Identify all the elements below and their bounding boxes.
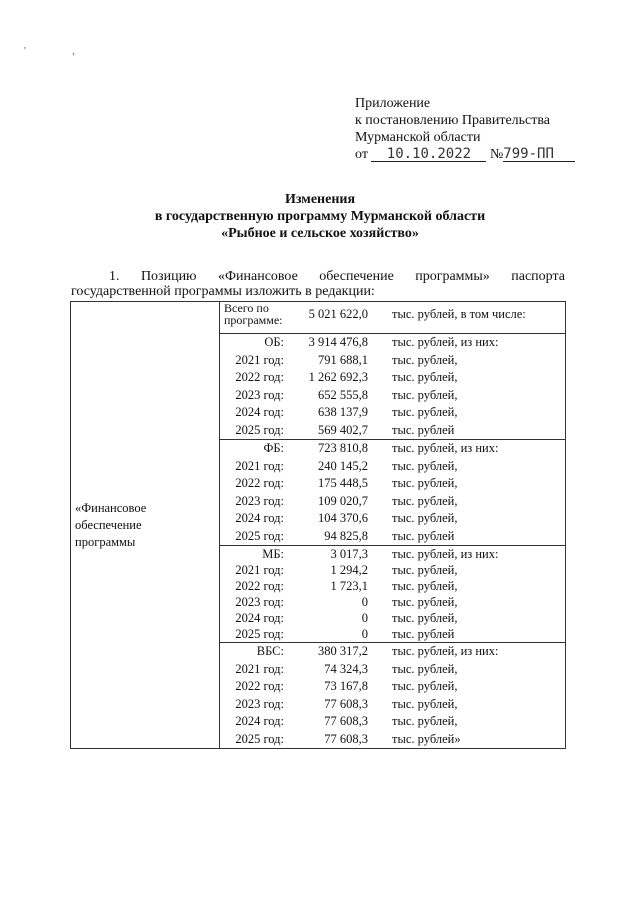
mb-year-row: [220, 610, 565, 626]
mb-label: 2021 год:: [235, 563, 284, 577]
vbs-label: ВБС:: [256, 644, 284, 658]
title-line-1: Изменения: [284, 192, 356, 207]
vbs-label: 2025 год:: [235, 731, 284, 746]
fb-label: 2022 год:: [235, 476, 284, 490]
financing-label-line: программы: [75, 534, 136, 549]
mb-unit: тыс. рублей,: [392, 611, 458, 625]
vbs-subtotal-row: [220, 643, 565, 661]
ob-block: [220, 334, 565, 440]
ob-year-row: [220, 387, 565, 405]
fb-block: [220, 440, 565, 546]
mb-unit: тыс. рублей,: [392, 579, 458, 593]
mb-value: 1 294,2: [330, 563, 368, 577]
ob-unit: тыс. рублей: [392, 422, 455, 437]
fb-label: 2024 год:: [235, 511, 284, 525]
ob-unit: тыс. рублей, из них:: [392, 335, 499, 349]
financing-label-cell: [71, 302, 220, 749]
title-line-2: в государственную программу Мурманской области: [154, 209, 486, 224]
ob-unit: тыс. рублей,: [392, 387, 458, 402]
ob-label: ОБ:: [264, 335, 284, 349]
ob-unit: тыс. рублей,: [392, 405, 458, 419]
ob-label: 2025 год:: [235, 422, 284, 437]
title-line-3: «Рыбное и сельское хозяйство»: [221, 226, 419, 241]
ob-label: 2021 год:: [235, 352, 284, 367]
ob-value: 791 688,1: [318, 352, 368, 367]
financing-label-line: обеспечение: [75, 517, 142, 532]
appendix-header: [355, 95, 575, 163]
vbs-unit: тыс. рублей,: [392, 661, 458, 676]
mb-unit: тыс. рублей, из них:: [392, 547, 499, 561]
vbs-year-row: [220, 713, 565, 731]
mb-value: 0: [361, 595, 368, 609]
total-label-line: Всего по: [224, 301, 269, 315]
mb-value: 1 723,1: [330, 579, 368, 593]
mb-unit: тыс. рублей,: [392, 595, 458, 609]
vbs-year-row: [220, 696, 565, 714]
vbs-value: 73 167,8: [324, 679, 368, 693]
vbs-value: 77 608,3: [324, 696, 368, 711]
vbs-label: 2021 год:: [235, 661, 284, 676]
vbs-value: 380 317,2: [318, 644, 368, 658]
financing-label-line: «Финансовое: [75, 500, 147, 515]
corner-scan-marks: ' ,: [24, 46, 97, 57]
fb-year-row: [220, 493, 565, 511]
vbs-year-row: [220, 731, 565, 749]
paragraph-number: 1.: [109, 269, 120, 284]
total-label: [220, 302, 288, 326]
ob-value: 638 137,9: [318, 405, 368, 419]
fb-value: 240 145,2: [318, 458, 368, 473]
ob-value: 1 262 692,3: [308, 370, 368, 384]
vbs-value: 77 608,3: [324, 731, 368, 746]
ob-unit: тыс. рублей,: [392, 352, 458, 367]
header-line-region: Мурманской области: [355, 130, 481, 145]
mb-label: 2023 год:: [235, 595, 284, 609]
vbs-label: 2022 год:: [235, 679, 284, 693]
vbs-unit: тыс. рублей,: [392, 696, 458, 711]
mb-subtotal-row: [220, 546, 565, 562]
fb-label: 2021 год:: [235, 458, 284, 473]
ob-label: 2022 год:: [235, 370, 284, 384]
ob-label: 2024 год:: [235, 405, 284, 419]
fb-value: 109 020,7: [318, 493, 368, 508]
paragraph-word: паспорта: [511, 269, 565, 284]
handwritten-date: 10.10.2022: [371, 147, 486, 162]
total-row: [220, 302, 565, 333]
ob-value: 3 914 476,8: [308, 335, 368, 349]
mb-label: МБ:: [262, 547, 284, 561]
mb-label: 2022 год:: [235, 579, 284, 593]
handwritten-number: 799-ПП: [503, 147, 575, 162]
fb-value: 94 825,8: [324, 528, 368, 543]
fb-subtotal-row: [220, 440, 565, 458]
total-label-line: программе:: [224, 313, 283, 327]
ob-unit: тыс. рублей,: [392, 370, 458, 384]
ob-year-row: [220, 369, 565, 387]
number-prefix: №: [489, 147, 504, 162]
header-date-number: [355, 146, 575, 163]
total-value: 5 021 622,0: [308, 307, 368, 321]
mb-label: 2024 год:: [235, 611, 284, 625]
mb-unit: тыс. рублей,: [392, 563, 458, 577]
ob-year-row: [220, 404, 565, 422]
vbs-value: 74 324,3: [324, 661, 368, 676]
vbs-unit: тыс. рублей»: [392, 731, 461, 746]
ob-value: 652 555,8: [318, 387, 368, 402]
vbs-year-row: [220, 678, 565, 696]
paragraph-word: «Финансовое: [217, 269, 298, 284]
mb-value: 3 017,3: [330, 547, 368, 561]
fb-value: 104 370,6: [318, 511, 368, 525]
fb-year-row: [220, 510, 565, 528]
mb-block: [220, 546, 565, 643]
fb-unit: тыс. рублей: [392, 528, 455, 543]
paragraph-word: обеспечение: [319, 269, 394, 284]
ob-value: 569 402,7: [318, 422, 368, 437]
fb-unit: тыс. рублей,: [392, 511, 458, 525]
header-line-resolution: к постановлению Правительства: [355, 113, 551, 128]
fb-value: 175 448,5: [318, 476, 368, 490]
fb-label: ФБ:: [263, 441, 284, 455]
fb-unit: тыс. рублей, из них:: [392, 441, 499, 455]
total-block: [220, 302, 565, 334]
fb-year-row: [220, 475, 565, 493]
fb-unit: тыс. рублей,: [392, 476, 458, 490]
fb-year-row: [220, 528, 565, 546]
financing-values-cell: [220, 302, 566, 749]
paragraph-word: программы»: [415, 269, 490, 284]
date-prefix: от: [355, 147, 368, 162]
vbs-year-row: [220, 661, 565, 679]
mb-value: 0: [361, 627, 368, 641]
vbs-label: 2024 год:: [235, 714, 284, 728]
ob-year-row: [220, 422, 565, 440]
fb-label: 2023 год:: [235, 493, 284, 508]
total-unit: тыс. рублей, в том числе:: [392, 307, 526, 321]
fb-unit: тыс. рублей,: [392, 493, 458, 508]
mb-year-row: [220, 626, 565, 642]
document-title: [0, 191, 640, 242]
vbs-unit: тыс. рублей, из них:: [392, 644, 499, 658]
paragraph-1: [71, 269, 565, 299]
mb-unit: тыс. рублей: [392, 627, 455, 641]
vbs-unit: тыс. рублей,: [392, 679, 458, 693]
financing-table: [70, 301, 566, 749]
ob-year-row: [220, 352, 565, 370]
vbs-value: 77 608,3: [324, 714, 368, 728]
vbs-unit: тыс. рублей,: [392, 714, 458, 728]
vbs-label: 2023 год:: [235, 696, 284, 711]
mb-year-row: [220, 578, 565, 594]
mb-year-row: [220, 594, 565, 610]
paragraph-line-1: [71, 269, 565, 284]
header-line-appendix: Приложение: [355, 96, 431, 111]
fb-unit: тыс. рублей,: [392, 458, 458, 473]
mb-value: 0: [361, 611, 368, 625]
ob-subtotal-row: [220, 334, 565, 352]
fb-value: 723 810,8: [318, 441, 368, 455]
mb-year-row: [220, 562, 565, 578]
paragraph-line-2: государственной программы изложить в редакции:: [71, 284, 375, 299]
paragraph-word: Позицию: [140, 269, 197, 284]
vbs-block: [220, 643, 565, 748]
fb-year-row: [220, 458, 565, 476]
ob-label: 2023 год:: [235, 387, 284, 402]
fb-label: 2025 год:: [235, 528, 284, 543]
mb-label: 2025 год:: [235, 627, 284, 641]
